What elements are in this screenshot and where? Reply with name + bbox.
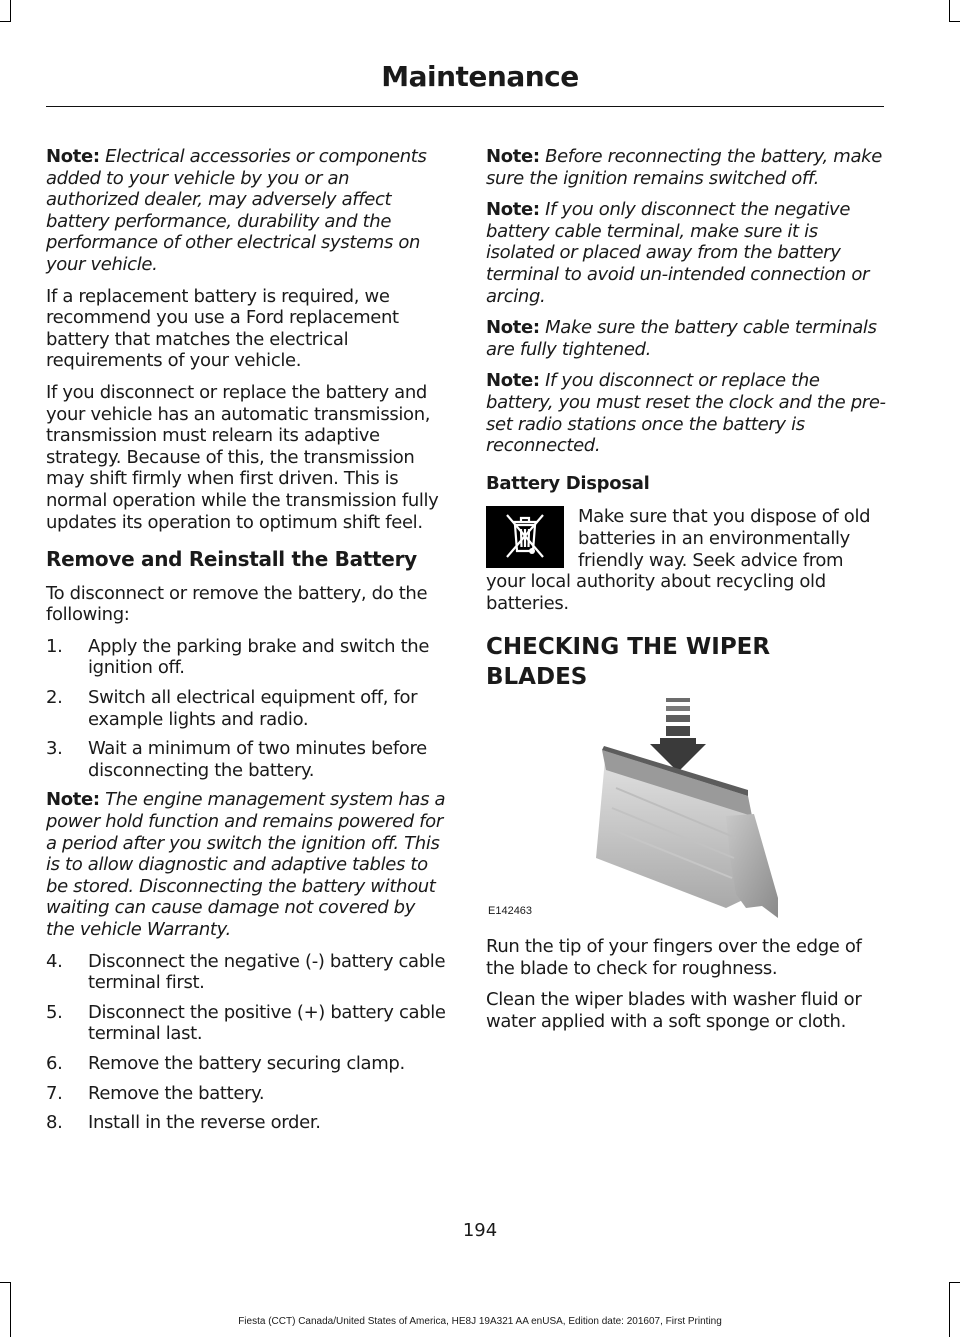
wiper-blade-drawing xyxy=(486,698,878,924)
paragraph-intro-steps: To disconnect or remove the battery, do the following: xyxy=(46,582,428,626)
note-text: Electrical accessories or components added to your vehicle by you or an authorized dealer, may adversely affect battery performance, durability and the performance of other electrical systems on your vehicle. xyxy=(46,146,427,275)
paragraph-replacement-battery: If a replacement battery is required, we recommend you use a Ford replacement battery that matches the electrical requirements of your vehicle. xyxy=(46,285,399,372)
step-number: 3. xyxy=(46,738,63,760)
heading-line-1: CHECKING THE WIPER xyxy=(486,634,771,661)
step-number: 4. xyxy=(46,950,63,972)
step-item xyxy=(46,1053,446,1075)
note-engine-management xyxy=(46,789,446,940)
note-label: Note: xyxy=(486,199,540,221)
crop-mark-top-right-v xyxy=(949,0,950,22)
note-before-reconnecting xyxy=(486,146,886,189)
arrow-stripe xyxy=(666,726,690,736)
step-item xyxy=(46,636,446,679)
step-item xyxy=(46,1083,446,1105)
step-text: Disconnect the negative (-) battery cable terminal first. xyxy=(88,950,446,994)
note-label: Note: xyxy=(486,146,540,167)
section-heading-battery-disposal: Battery Disposal xyxy=(486,472,650,494)
arrow-stripe xyxy=(666,715,690,722)
crop-mark-top-right-h xyxy=(949,21,960,22)
step-text: Apply the parking brake and switch the ignition off. xyxy=(88,635,430,679)
header-rule xyxy=(46,106,884,107)
step-text: Remove the battery securing clamp. xyxy=(88,1052,405,1074)
step-number: 2. xyxy=(46,687,63,709)
crop-mark-bottom-left-v xyxy=(10,1282,11,1337)
step-text: Remove the battery. xyxy=(88,1082,265,1104)
note-text: Before reconnecting the battery, make sure the ignition remains switched off. xyxy=(486,146,882,189)
step-item xyxy=(46,1002,446,1045)
step-text: Switch all electrical equipment off, for example lights and radio. xyxy=(88,687,418,730)
step-number: 1. xyxy=(46,635,63,657)
step-number: 6. xyxy=(46,1052,63,1074)
note-negative-terminal xyxy=(486,199,886,307)
crop-mark-bottom-right-v xyxy=(949,1282,950,1337)
note-label: Note: xyxy=(46,789,100,811)
step-item xyxy=(46,738,446,781)
step-text: Wait a minimum of two minutes before disconnecting the battery. xyxy=(88,738,427,781)
note-label: Note: xyxy=(486,317,540,339)
step-item xyxy=(46,951,446,994)
wiper-blade-illustration xyxy=(486,698,878,924)
paragraph-wiper-check: Run the tip of your fingers over the edge of the blade to check for roughness. xyxy=(486,936,862,979)
paragraph-battery-disposal: Make sure that you dispose of old batteries in an environmentally friendly way. Seek advice from your local authority about recycling old batteries. xyxy=(486,506,871,614)
heading-line-2: BLADES xyxy=(486,664,588,691)
page-number: 194 xyxy=(462,1220,498,1241)
paragraph-wiper-clean: Clean the wiper blades with washer fluid or water applied with a soft sponge or cloth. xyxy=(486,989,862,1033)
step-item xyxy=(46,687,446,730)
note-text: The engine management system has a power hold function and remains powered for a period after you switch the ignition off. This is to allow diagnostic and adaptive tables to be stored. Disconnecting the battery without waiting can cause damage not covered by the vehicle Warranty. xyxy=(46,789,446,940)
paragraph-transmission-relearn: If you disconnect or replace the battery and your vehicle has an automatic transmission, transmission must relearn its adaptive strategy. Because of this, the transmission may shift firmly when first driven. This is normal operation while the transmission fully updates its operation to optimum shift feel. xyxy=(46,381,439,533)
battery-disposal-block xyxy=(486,506,886,614)
crop-mark-bottom-left-h xyxy=(0,1282,11,1283)
step-number: 5. xyxy=(46,1001,63,1023)
left-column xyxy=(46,146,446,1142)
note-electrical-accessories xyxy=(46,146,446,276)
note-text: Make sure the battery cable terminals are fully tightened. xyxy=(486,317,877,360)
step-number: 8. xyxy=(46,1112,63,1134)
note-text: If you disconnect or replace the battery, you must reset the clock and the pre-set radio stations once the battery is reconnected. xyxy=(486,370,886,457)
step-text: Install in the reverse order. xyxy=(88,1112,321,1134)
crossed-out-bin-icon xyxy=(486,506,564,568)
note-reset-clock xyxy=(486,370,886,456)
step-text: Disconnect the positive (+) battery cable terminal last. xyxy=(88,1001,446,1045)
crop-mark-top-left-v xyxy=(10,0,11,22)
section-heading-checking-wiper-blades xyxy=(486,632,886,692)
footer-edition-info: Fiesta (CCT) Canada/United States of America, HE8J 19A321 AA enUSA, Edition date: 201607, First Printing xyxy=(238,1316,722,1327)
arrow-stripe xyxy=(666,698,690,702)
note-terminals-tightened xyxy=(486,317,886,360)
steps-list-a xyxy=(46,636,446,782)
crop-mark-top-left-h xyxy=(0,21,11,22)
page-header-title: Maintenance xyxy=(381,60,579,93)
arrow-stripe xyxy=(666,706,690,711)
note-label: Note: xyxy=(46,146,100,167)
section-heading-remove-reinstall: Remove and Reinstall the Battery xyxy=(46,547,417,572)
note-label: Note: xyxy=(486,370,540,392)
right-column xyxy=(486,146,886,1043)
figure-id: E142463 xyxy=(488,904,533,917)
steps-list-b xyxy=(46,951,446,1134)
crop-mark-bottom-right-h xyxy=(949,1282,960,1283)
note-text: If you only disconnect the negative battery cable terminal, make sure it is isolated or placed away from the battery terminal to avoid un-intended connection or arcing. xyxy=(486,199,870,307)
step-item xyxy=(46,1112,446,1134)
step-number: 7. xyxy=(46,1082,63,1104)
